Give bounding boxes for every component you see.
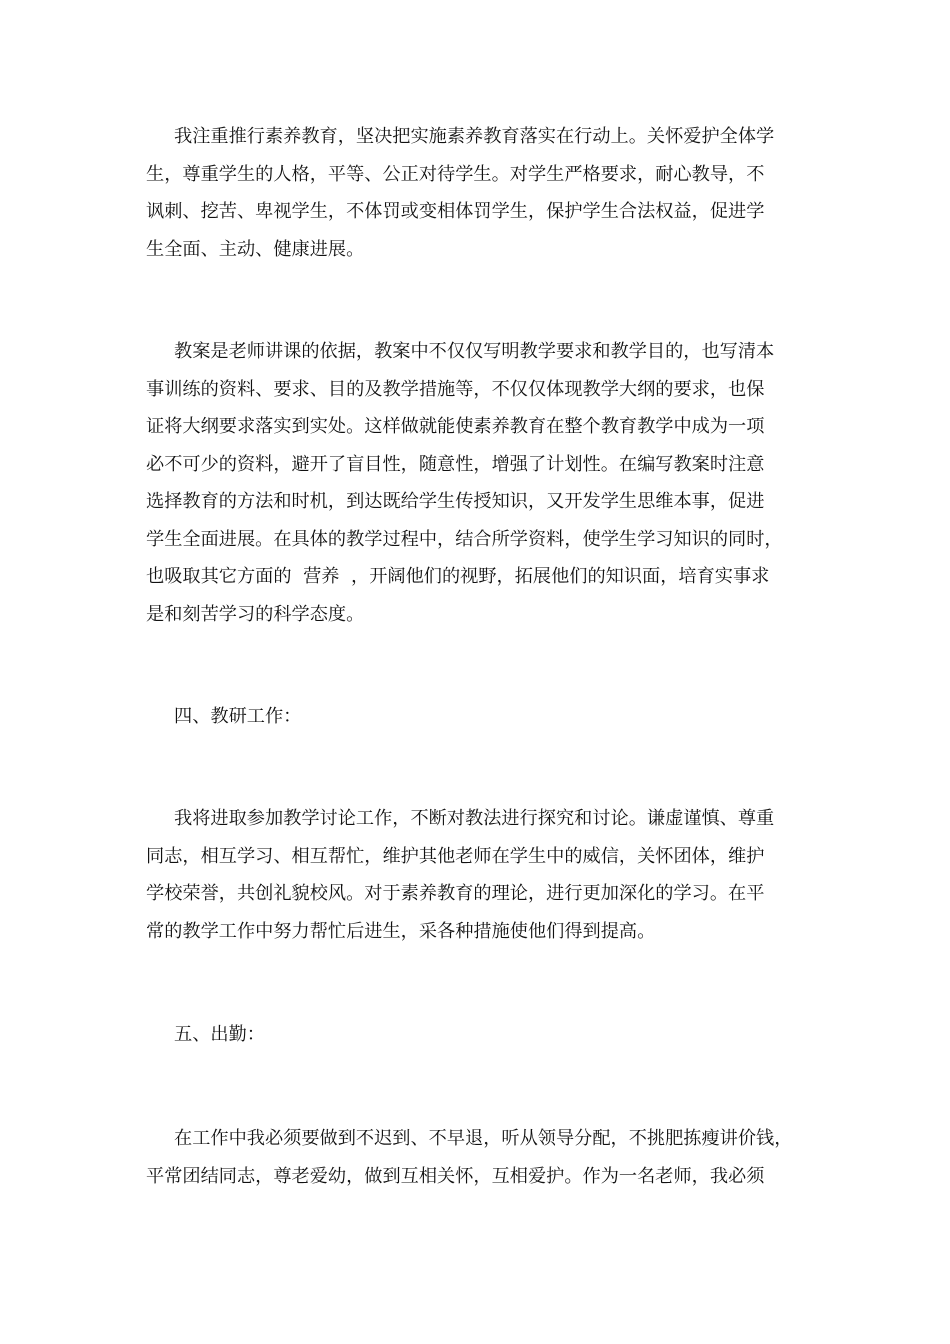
paragraph-line: 选择教育的方法和时机，到达既给学生传授知识，又开发学生思维本事，促进 bbox=[146, 491, 765, 512]
paragraph-line: 在工作中我必须要做到不迟到、不早退，听从领导分配，不挑肥拣瘦讲价钱， bbox=[174, 1128, 793, 1149]
paragraph-line: 也吸取其它方面的 营养 ，开阔他们的视野，拓展他们的知识面，培育实事求 bbox=[146, 566, 770, 587]
paragraph-line: 常的教学工作中努力帮忙后进生，采各种措施使他们得到提高。 bbox=[146, 920, 656, 942]
paragraph-line: 我将进取参加教学讨论工作，不断对教法进行探究和讨论。谦虚谨慎、尊重 bbox=[174, 808, 775, 829]
paragraph-line: 我注重推行素养教育，坚决把实施素养教育落实在行动上。关怀爱护全体学 bbox=[174, 126, 775, 147]
paragraph-line: 学生全面进展。在具体的教学过程中，结合所学资料，使学生学习知识的同时， bbox=[146, 528, 783, 550]
paragraph-line: 证将大纲要求落实到实处。这样做就能使素养教育在整个教育教学中成为一项 bbox=[146, 416, 765, 437]
paragraph-line: 平常团结同志，尊老爱幼，做到互相关怀，互相爱护。作为一名老师，我必须 bbox=[146, 1165, 765, 1187]
paragraph-teaching-research bbox=[146, 800, 814, 950]
paragraph-line: 生，尊重学生的人格，平等、公正对待学生。对学生严格要求，耐心教导，不 bbox=[146, 163, 765, 185]
paragraph-line: 同志，相互学习、相互帮忙，维护其他老师在学生中的威信，关怀团体，维护 bbox=[146, 845, 765, 867]
paragraph-lesson-plan bbox=[146, 333, 814, 633]
paragraph-line: 教案是老师讲课的依据，教案中不仅仅写明教学要求和教学目的，也写清本 bbox=[174, 341, 775, 362]
paragraph-line: 学校荣誉，共创礼貌校风。对于素养教育的理论，进行更加深化的学习。在平 bbox=[146, 883, 765, 904]
paragraph-line: 讽刺、挖苦、卑视学生，不体罚或变相体罚学生，保护学生合法权益，促进学 bbox=[146, 201, 765, 222]
paragraph-line: 是和刻苦学习的科学态度。 bbox=[146, 603, 365, 625]
section-heading-attendance: 五、出勤： bbox=[174, 1024, 265, 1045]
paragraph-student-care bbox=[146, 118, 814, 268]
paragraph-line: 生全面、主动、健康进展。 bbox=[146, 238, 365, 260]
paragraph-line: 事训练的资料、要求、目的及教学措施等，不仅仅体现教学大纲的要求，也保 bbox=[146, 378, 765, 400]
paragraph-line: 必不可少的资料，避开了盲目性，随意性，增强了计划性。在编写教案时注意 bbox=[146, 453, 765, 475]
paragraph-attendance bbox=[146, 1120, 814, 1195]
section-heading-teaching-research: 四、教研工作： bbox=[174, 706, 302, 727]
